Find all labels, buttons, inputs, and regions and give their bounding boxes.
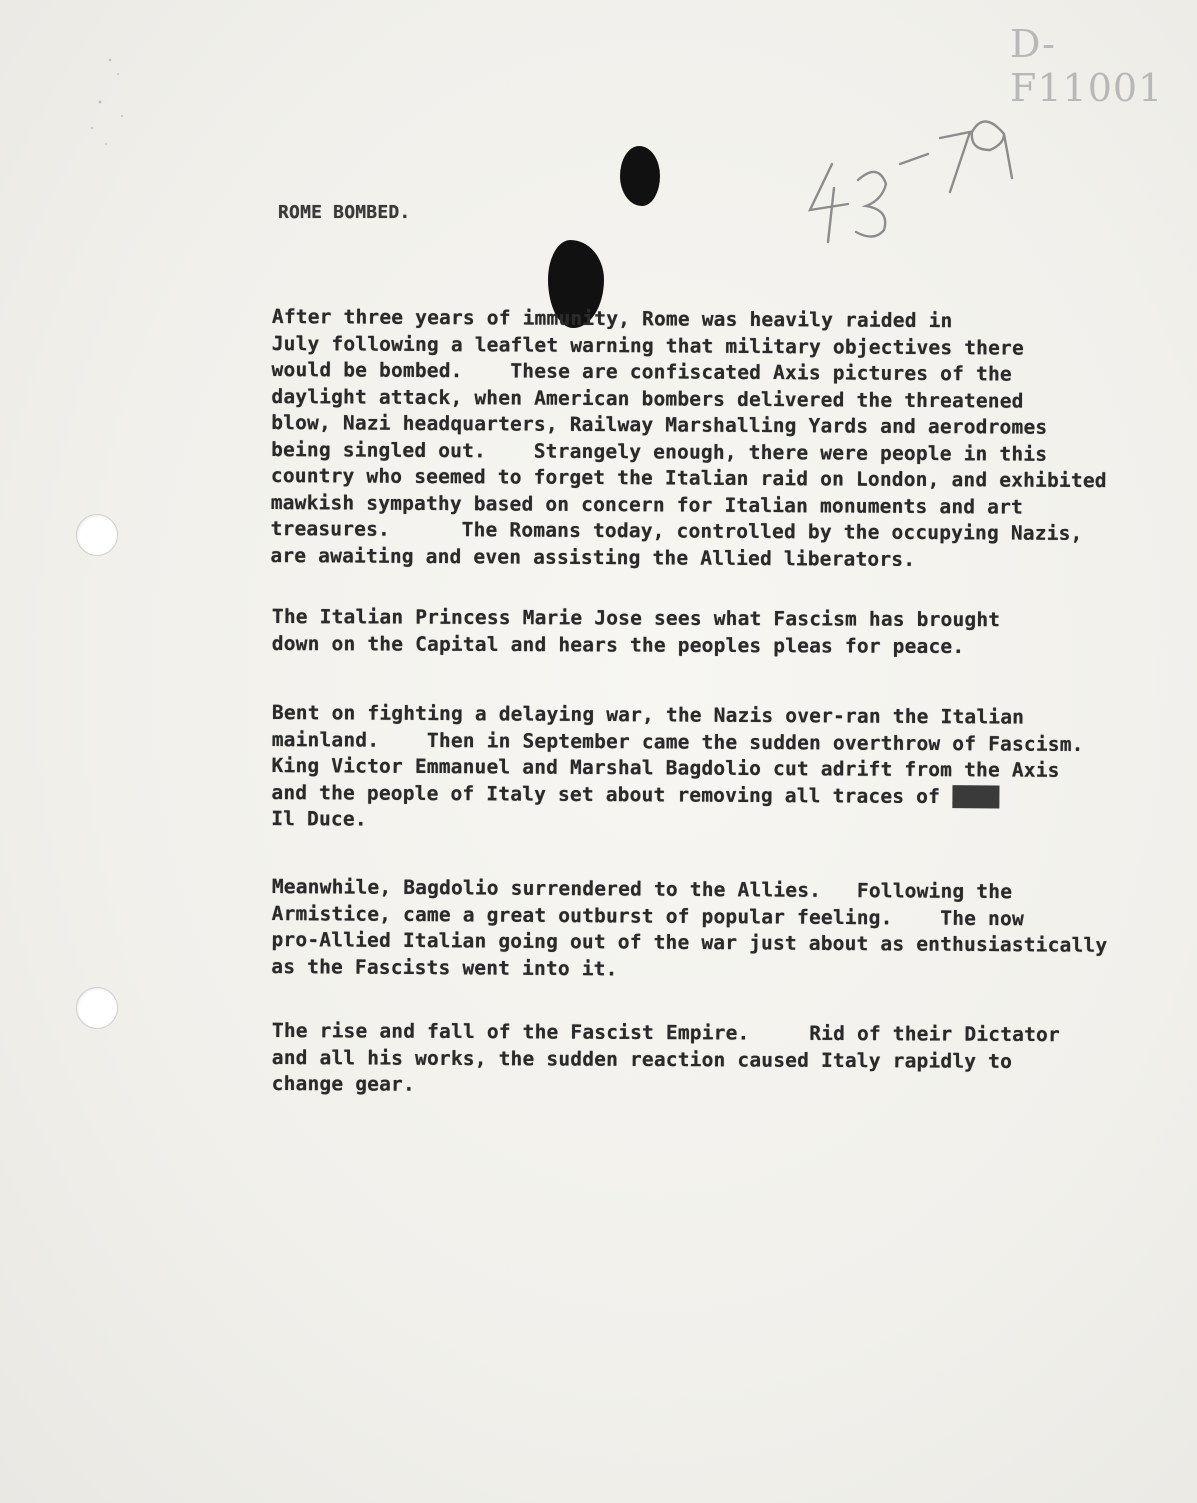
paragraph-rome-raid bbox=[270, 304, 1172, 574]
text-line: mainland. Then in September came the sudden overthrow of Fascism. bbox=[271, 727, 1084, 756]
text-line: would be bombed. These are confiscated Axis pictures of the bbox=[271, 357, 1012, 386]
text-line: After three years of immunity, Rome was heavily raided in bbox=[271, 304, 953, 333]
text-line: pro-Allied Italian going out of the war just about as enthusiastically bbox=[271, 927, 1108, 957]
text-line: Bent on fighting a delaying war, the Nazis over-ran the Italian bbox=[271, 701, 1025, 729]
paper-specks bbox=[70, 40, 160, 180]
text-line: are awaiting and even assisting the Allied liberators. bbox=[270, 543, 916, 571]
struck-out-text: XXXX bbox=[951, 784, 1000, 808]
text-line: The rise and fall of the Fascist Empire. Rid of their Dictator bbox=[271, 1019, 1061, 1047]
paragraph-rise-and-fall bbox=[272, 1018, 1172, 1102]
text-line: Meanwhile, Bagdolio surrendered to the Allies. Following the bbox=[271, 875, 1013, 904]
ink-blot bbox=[620, 146, 660, 206]
file-code-annotation: D-F11001 bbox=[1010, 22, 1164, 110]
handwritten-number-annotation bbox=[790, 92, 1030, 252]
text-line: blow, Nazi headquarters, Railway Marshalling Yards and aerodromes bbox=[271, 410, 1048, 439]
paragraph-armistice bbox=[271, 874, 1172, 986]
text-line: July following a leaflet warning that military objectives there bbox=[271, 331, 1025, 360]
text-line bbox=[271, 779, 1171, 811]
text-line: as the Fascists went into it. bbox=[271, 954, 618, 980]
text-line: daylight attack, when American bombers delivered the threatened bbox=[271, 384, 1024, 413]
punch-hole bbox=[76, 987, 118, 1029]
text-line: being singled out. Strangely enough, there were people in this bbox=[271, 437, 1048, 466]
text-line: change gear. bbox=[271, 1071, 415, 1096]
text-line: The Italian Princess Marie Jose sees what Fascism has brought bbox=[271, 605, 1001, 632]
document-title: ROME BOMBED. bbox=[278, 202, 411, 223]
text-line: and all his works, the sudden reaction caused Italy rapidly to bbox=[271, 1045, 1013, 1073]
text-line: treasures. The Romans today, controlled by the occupying Nazis, bbox=[270, 516, 1083, 545]
paragraph-princess bbox=[272, 604, 1172, 661]
text-line: mawkish sympathy based on concern for Italian monuments and art bbox=[270, 490, 1024, 519]
text-line: down on the Capital and hears the peoples pleas for peace. bbox=[271, 631, 965, 658]
paragraph-nazis-overran bbox=[271, 700, 1172, 838]
text-line: King Victor Emmanuel and Marshal Bagdolio cut adrift from the Axis bbox=[271, 753, 1060, 782]
text-line-start: and the people of Italy set about removing all traces of bbox=[271, 780, 953, 808]
punch-hole bbox=[76, 514, 118, 556]
text-line: Il Duce. bbox=[271, 806, 367, 831]
text-line: Armistice, came a great outburst of popular feeling. The now bbox=[271, 901, 1025, 930]
text-line: country who seemed to forget the Italian raid on London, and exhibited bbox=[270, 463, 1107, 493]
